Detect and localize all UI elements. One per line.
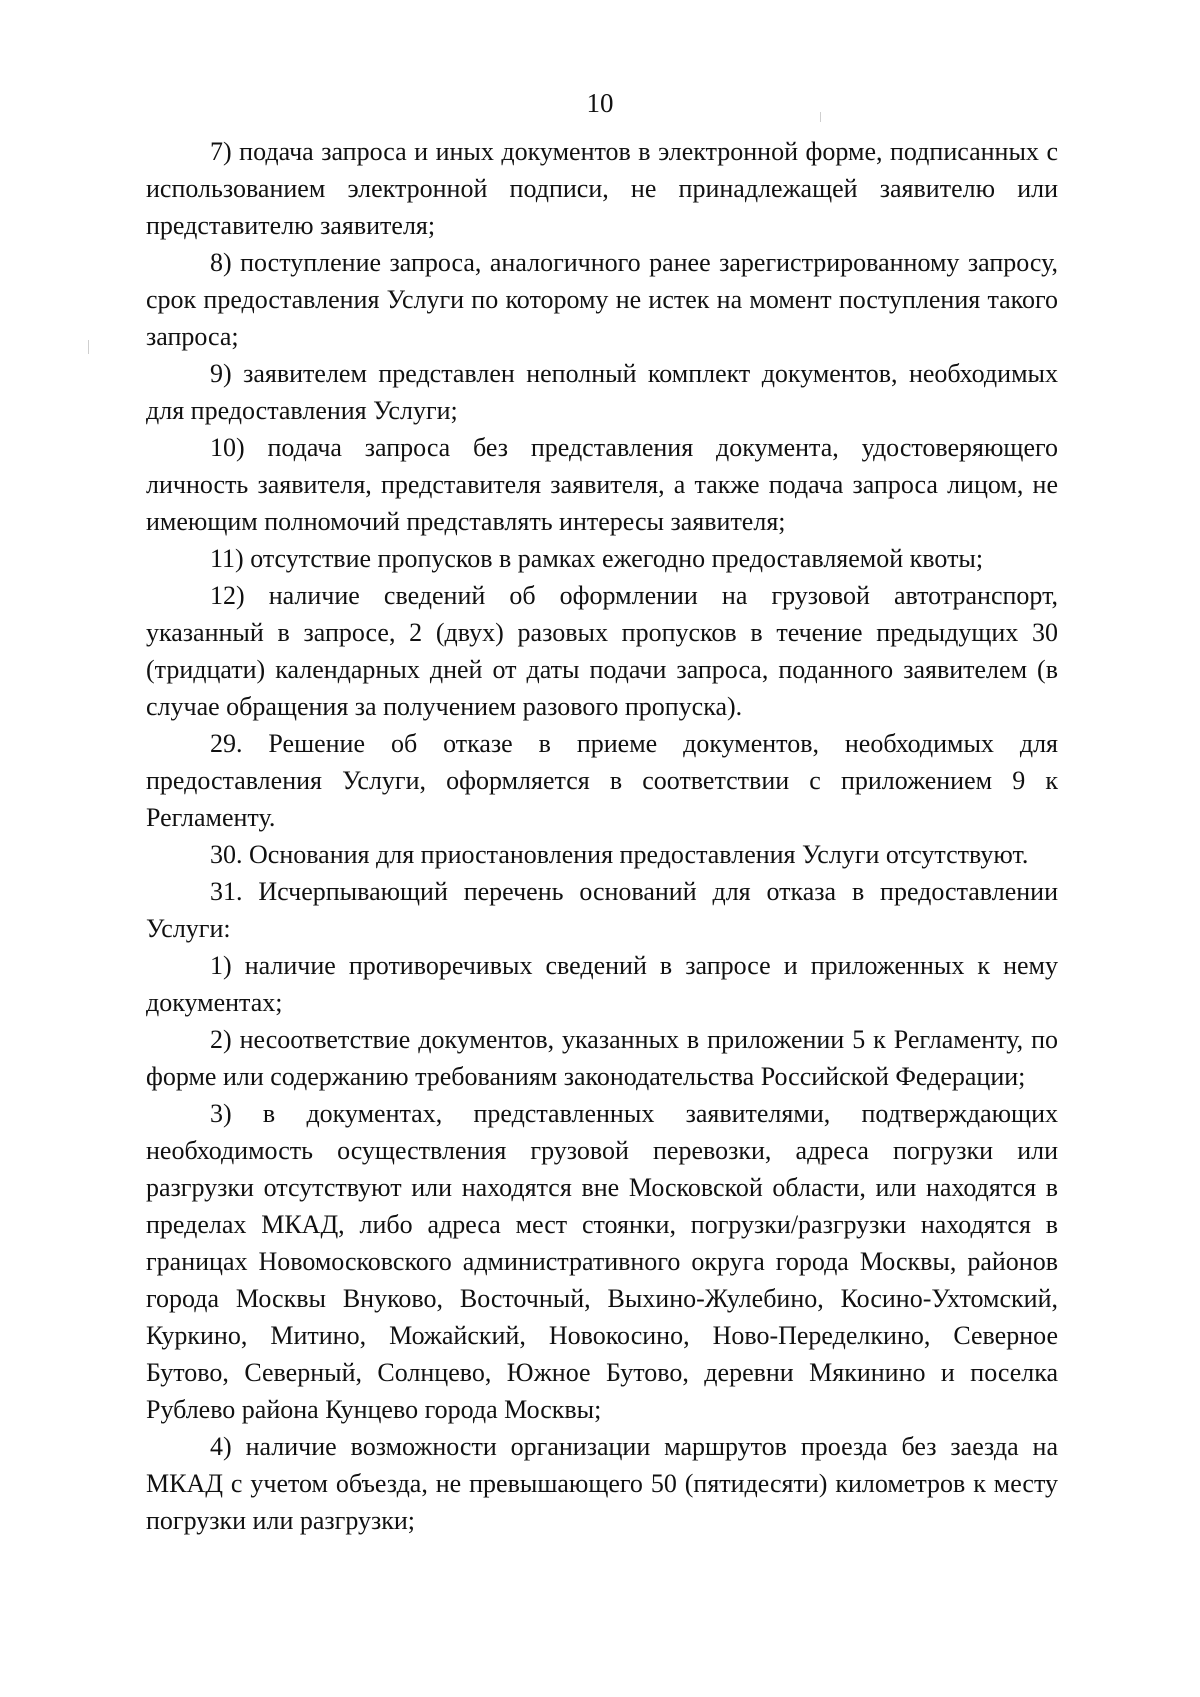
list-item: 3) в документах, представленных заявителями, подтверждающих необходимость осуществления грузовой перевозки, адреса погрузки или разгрузки отсутствуют или находятся вне Московской области, или находятся в пределах МКАД, либо адреса мест стоянки, погрузки/разгрузки находятся в границах Новомосковского административного округа города Москвы, районов города Москвы Внуково, Восточный, Выхино-Жулебино, Косино-Ухтомский, Куркино, Митино, Можайский, Новокосино, Ново-Переделкино, Северное Бутово, Северный, Солнцево, Южное Бутово, деревни Мякинино и поселка Рублево района Кунцево города Москвы; [146, 1099, 1058, 1424]
list-item: 7) подача запроса и иных документов в электронной форме, подписанных с использованием электронной подписи, не принадлежащей заявителю или представителю заявителя; [146, 137, 1058, 240]
document-body [146, 133, 1058, 1539]
list-item: 12) наличие сведений об оформлении на грузовой автотранспорт, указанный в запросе, 2 (двух) разовых пропусков в течение предыдущих 30 (тридцати) календарных дней от даты подачи запроса, поданного заявителем (в случае обращения за получением разового пропуска). [146, 581, 1058, 721]
list-item: 4) наличие возможности организации маршрутов проезда без заезда на МКАД с учетом объезда, не превышающего 50 (пятидесяти) километров к месту погрузки или разгрузки; [146, 1432, 1058, 1535]
section-paragraph: 30. Основания для приостановления предоставления Услуги отсутствуют. [210, 840, 1029, 869]
section-paragraph: 31. Исчерпывающий перечень оснований для отказа в предоставлении Услуги: [146, 877, 1058, 943]
list-item: 2) несоответствие документов, указанных в приложении 5 к Регламенту, по форме или содержанию требованиям законодательства Российской Федерации; [146, 1025, 1058, 1091]
list-item: 10) подача запроса без представления документа, удостоверяющего личность заявителя, представителя заявителя, а также подача запроса лицом, не имеющим полномочий представлять интересы заявителя; [146, 433, 1058, 536]
section-paragraph: 29. Решение об отказе в приеме документов, необходимых для предоставления Услуги, оформляется в соответствии с приложением 9 к Регламенту. [146, 729, 1058, 832]
page-number: 10 [586, 88, 614, 118]
list-item: 1) наличие противоречивых сведений в запросе и приложенных к нему документах; [146, 951, 1058, 1017]
list-item: 11) отсутствие пропусков в рамках ежегодно предоставляемой квоты; [210, 544, 984, 573]
list-item: 9) заявителем представлен неполный комплект документов, необходимых для предоставления Услуги; [146, 359, 1058, 425]
scan-artifact-mark [88, 340, 89, 354]
list-item: 8) поступление запроса, аналогичного ранее зарегистрированному запросу, срок предоставления Услуги по которому не истек на момент поступления такого запроса; [146, 248, 1058, 351]
